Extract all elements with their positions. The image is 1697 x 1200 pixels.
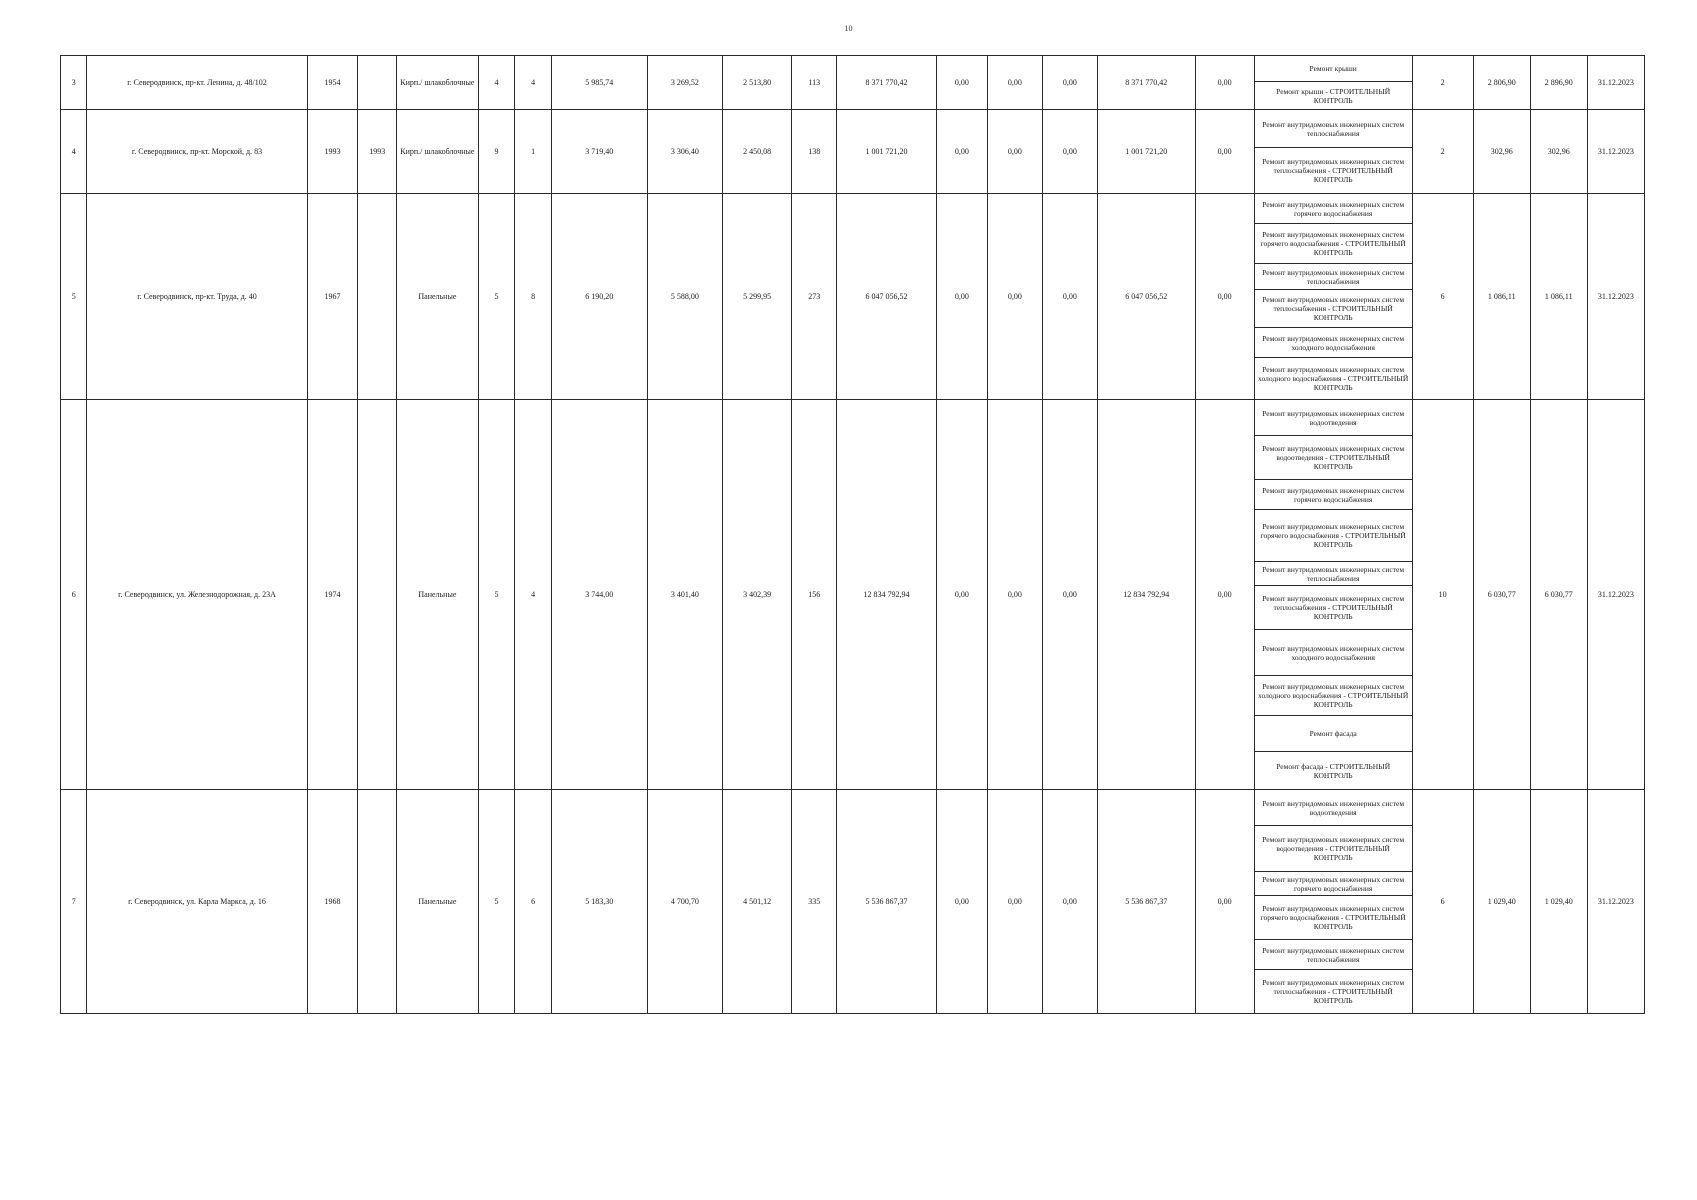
entrances-count: 4 [515, 400, 552, 790]
entrances-count: 1 [515, 110, 552, 194]
works-count: 2 [1412, 56, 1473, 110]
repair-work-item: Ремонт фасада - СТРОИТЕЛЬНЫЙ КОНТРОЛЬ [1254, 752, 1412, 790]
repair-work-item: Ремонт внутридомовых инженерных систем теплоснабжения [1254, 110, 1412, 148]
house-address: г. Северодвинск, пр-кт. Труда, д. 40 [87, 194, 307, 400]
repair-work-item: Ремонт внутридомовых инженерных систем холодного водоснабжения [1254, 630, 1412, 676]
residents-count: 156 [792, 400, 837, 790]
year-reconstruction [358, 790, 397, 1014]
cost-federal: 0,00 [936, 110, 987, 194]
residents-count: 335 [792, 790, 837, 1014]
area-premises: 3 269,52 [647, 56, 722, 110]
table-row [61, 56, 1645, 82]
residents-count: 113 [792, 56, 837, 110]
total-area: 3 744,00 [551, 400, 647, 790]
house-address: г. Северодвинск, пр-кт. Ленина, д. 48/102 [87, 56, 307, 110]
repair-work-item: Ремонт внутридомовых инженерных систем горячего водоснабжения - СТРОИТЕЛЬНЫЙ КОНТРОЛЬ [1254, 896, 1412, 940]
floors-count: 5 [478, 194, 515, 400]
area-residential: 5 299,95 [723, 194, 792, 400]
house-index: 7 [61, 790, 87, 1014]
cost-owners: 6 047 056,52 [1097, 194, 1195, 400]
cost-local: 0,00 [1042, 110, 1097, 194]
repair-work-item: Ремонт внутридомовых инженерных систем теплоснабжения - СТРОИТЕЛЬНЫЙ КОНТРОЛЬ [1254, 586, 1412, 630]
unit-cost: 302,96 [1473, 110, 1530, 194]
repair-program-table [60, 55, 1645, 1014]
total-area: 6 190,20 [551, 194, 647, 400]
area-residential: 2 513,80 [723, 56, 792, 110]
cost-local: 0,00 [1042, 400, 1097, 790]
repair-work-item: Ремонт крыши [1254, 56, 1412, 82]
area-premises: 3 306,40 [647, 110, 722, 194]
house-index: 6 [61, 400, 87, 790]
cost-regional: 0,00 [987, 400, 1042, 790]
deadline-date: 31.12.2023 [1587, 400, 1644, 790]
cost-other: 0,00 [1195, 110, 1254, 194]
total-area: 3 719,40 [551, 110, 647, 194]
wall-material: Панельные [397, 194, 478, 400]
year-built: 1968 [307, 790, 358, 1014]
unit-cost-limit: 1 086,11 [1530, 194, 1587, 400]
floors-count: 4 [478, 56, 515, 110]
repair-work-item: Ремонт внутридомовых инженерных систем теплоснабжения [1254, 562, 1412, 586]
unit-cost: 6 030,77 [1473, 400, 1530, 790]
table-row [61, 110, 1645, 148]
repair-work-item: Ремонт внутридомовых инженерных систем холодного водоснабжения [1254, 328, 1412, 358]
table-row [61, 790, 1645, 826]
cost-total: 1 001 721,20 [837, 110, 937, 194]
area-premises: 3 401,40 [647, 400, 722, 790]
area-residential: 3 402,39 [723, 400, 792, 790]
year-reconstruction [358, 400, 397, 790]
year-built: 1954 [307, 56, 358, 110]
cost-owners: 8 371 770,42 [1097, 56, 1195, 110]
repair-work-item: Ремонт внутридомовых инженерных систем теплоснабжения [1254, 940, 1412, 970]
year-reconstruction [358, 194, 397, 400]
unit-cost-limit: 6 030,77 [1530, 400, 1587, 790]
works-count: 10 [1412, 400, 1473, 790]
repair-work-item: Ремонт внутридомовых инженерных систем холодного водоснабжения - СТРОИТЕЛЬНЫЙ КОНТРОЛЬ [1254, 358, 1412, 400]
cost-total: 6 047 056,52 [837, 194, 937, 400]
unit-cost: 2 806,90 [1473, 56, 1530, 110]
house-address: г. Северодвинск, ул. Железнодорожная, д. 23А [87, 400, 307, 790]
deadline-date: 31.12.2023 [1587, 194, 1644, 400]
year-reconstruction: 1993 [358, 110, 397, 194]
house-address: г. Северодвинск, пр-кт. Морской, д. 83 [87, 110, 307, 194]
works-count: 6 [1412, 790, 1473, 1014]
repair-work-item: Ремонт внутридомовых инженерных систем теплоснабжения - СТРОИТЕЛЬНЫЙ КОНТРОЛЬ [1254, 290, 1412, 328]
unit-cost: 1 029,40 [1473, 790, 1530, 1014]
unit-cost-limit: 302,96 [1530, 110, 1587, 194]
entrances-count: 8 [515, 194, 552, 400]
repair-work-item: Ремонт фасада [1254, 716, 1412, 752]
residents-count: 273 [792, 194, 837, 400]
floors-count: 5 [478, 400, 515, 790]
cost-owners: 12 834 792,94 [1097, 400, 1195, 790]
area-premises: 5 588,00 [647, 194, 722, 400]
repair-work-item: Ремонт внутридомовых инженерных систем водоотведения [1254, 790, 1412, 826]
wall-material: Кирп./ шлакоблочные [397, 110, 478, 194]
area-premises: 4 700,70 [647, 790, 722, 1014]
wall-material: Панельные [397, 400, 478, 790]
repair-work-item: Ремонт внутридомовых инженерных систем водоотведения - СТРОИТЕЛЬНЫЙ КОНТРОЛЬ [1254, 826, 1412, 872]
repair-work-item: Ремонт внутридомовых инженерных систем горячего водоснабжения - СТРОИТЕЛЬНЫЙ КОНТРОЛЬ [1254, 224, 1412, 264]
deadline-date: 31.12.2023 [1587, 56, 1644, 110]
table-row [61, 194, 1645, 224]
year-reconstruction [358, 56, 397, 110]
cost-regional: 0,00 [987, 194, 1042, 400]
cost-federal: 0,00 [936, 400, 987, 790]
area-residential: 4 501,12 [723, 790, 792, 1014]
cost-regional: 0,00 [987, 56, 1042, 110]
cost-other: 0,00 [1195, 400, 1254, 790]
page-number: 10 [844, 24, 853, 33]
house-index: 4 [61, 110, 87, 194]
cost-regional: 0,00 [987, 110, 1042, 194]
cost-federal: 0,00 [936, 194, 987, 400]
floors-count: 9 [478, 110, 515, 194]
year-built: 1974 [307, 400, 358, 790]
entrances-count: 6 [515, 790, 552, 1014]
repair-work-item: Ремонт внутридомовых инженерных систем горячего водоснабжения [1254, 872, 1412, 896]
repair-work-item: Ремонт внутридомовых инженерных систем горячего водоснабжения [1254, 194, 1412, 224]
repair-work-item: Ремонт внутридомовых инженерных систем водоотведения [1254, 400, 1412, 436]
repair-work-item: Ремонт внутридомовых инженерных систем водоотведения - СТРОИТЕЛЬНЫЙ КОНТРОЛЬ [1254, 436, 1412, 480]
year-built: 1993 [307, 110, 358, 194]
deadline-date: 31.12.2023 [1587, 790, 1644, 1014]
cost-federal: 0,00 [936, 790, 987, 1014]
entrances-count: 4 [515, 56, 552, 110]
repair-work-item: Ремонт крыши - СТРОИТЕЛЬНЫЙ КОНТРОЛЬ [1254, 82, 1412, 110]
cost-local: 0,00 [1042, 56, 1097, 110]
total-area: 5 183,30 [551, 790, 647, 1014]
cost-other: 0,00 [1195, 790, 1254, 1014]
table-body [61, 56, 1645, 1014]
cost-total: 5 536 867,37 [837, 790, 937, 1014]
wall-material: Кирп./ шлакоблочные [397, 56, 478, 110]
cost-owners: 1 001 721,20 [1097, 110, 1195, 194]
works-count: 6 [1412, 194, 1473, 400]
cost-other: 0,00 [1195, 56, 1254, 110]
cost-owners: 5 536 867,37 [1097, 790, 1195, 1014]
cost-local: 0,00 [1042, 790, 1097, 1014]
repair-work-item: Ремонт внутридомовых инженерных систем теплоснабжения - СТРОИТЕЛЬНЫЙ КОНТРОЛЬ [1254, 148, 1412, 194]
house-index: 3 [61, 56, 87, 110]
unit-cost-limit: 2 896,90 [1530, 56, 1587, 110]
deadline-date: 31.12.2023 [1587, 110, 1644, 194]
house-index: 5 [61, 194, 87, 400]
residents-count: 138 [792, 110, 837, 194]
cost-total: 12 834 792,94 [837, 400, 937, 790]
area-residential: 2 450,08 [723, 110, 792, 194]
cost-local: 0,00 [1042, 194, 1097, 400]
cost-total: 8 371 770,42 [837, 56, 937, 110]
cost-other: 0,00 [1195, 194, 1254, 400]
total-area: 5 985,74 [551, 56, 647, 110]
floors-count: 5 [478, 790, 515, 1014]
wall-material: Панельные [397, 790, 478, 1014]
table-row [61, 400, 1645, 436]
repair-work-item: Ремонт внутридомовых инженерных систем горячего водоснабжения [1254, 480, 1412, 510]
cost-regional: 0,00 [987, 790, 1042, 1014]
unit-cost-limit: 1 029,40 [1530, 790, 1587, 1014]
house-address: г. Северодвинск, ул. Карла Маркса, д. 16 [87, 790, 307, 1014]
repair-work-item: Ремонт внутридомовых инженерных систем теплоснабжения [1254, 264, 1412, 290]
year-built: 1967 [307, 194, 358, 400]
repair-work-item: Ремонт внутридомовых инженерных систем горячего водоснабжения - СТРОИТЕЛЬНЫЙ КОНТРОЛЬ [1254, 510, 1412, 562]
repair-work-item: Ремонт внутридомовых инженерных систем холодного водоснабжения - СТРОИТЕЛЬНЫЙ КОНТРОЛЬ [1254, 676, 1412, 716]
cost-federal: 0,00 [936, 56, 987, 110]
repair-work-item: Ремонт внутридомовых инженерных систем теплоснабжения - СТРОИТЕЛЬНЫЙ КОНТРОЛЬ [1254, 970, 1412, 1014]
works-count: 2 [1412, 110, 1473, 194]
unit-cost: 1 086,11 [1473, 194, 1530, 400]
